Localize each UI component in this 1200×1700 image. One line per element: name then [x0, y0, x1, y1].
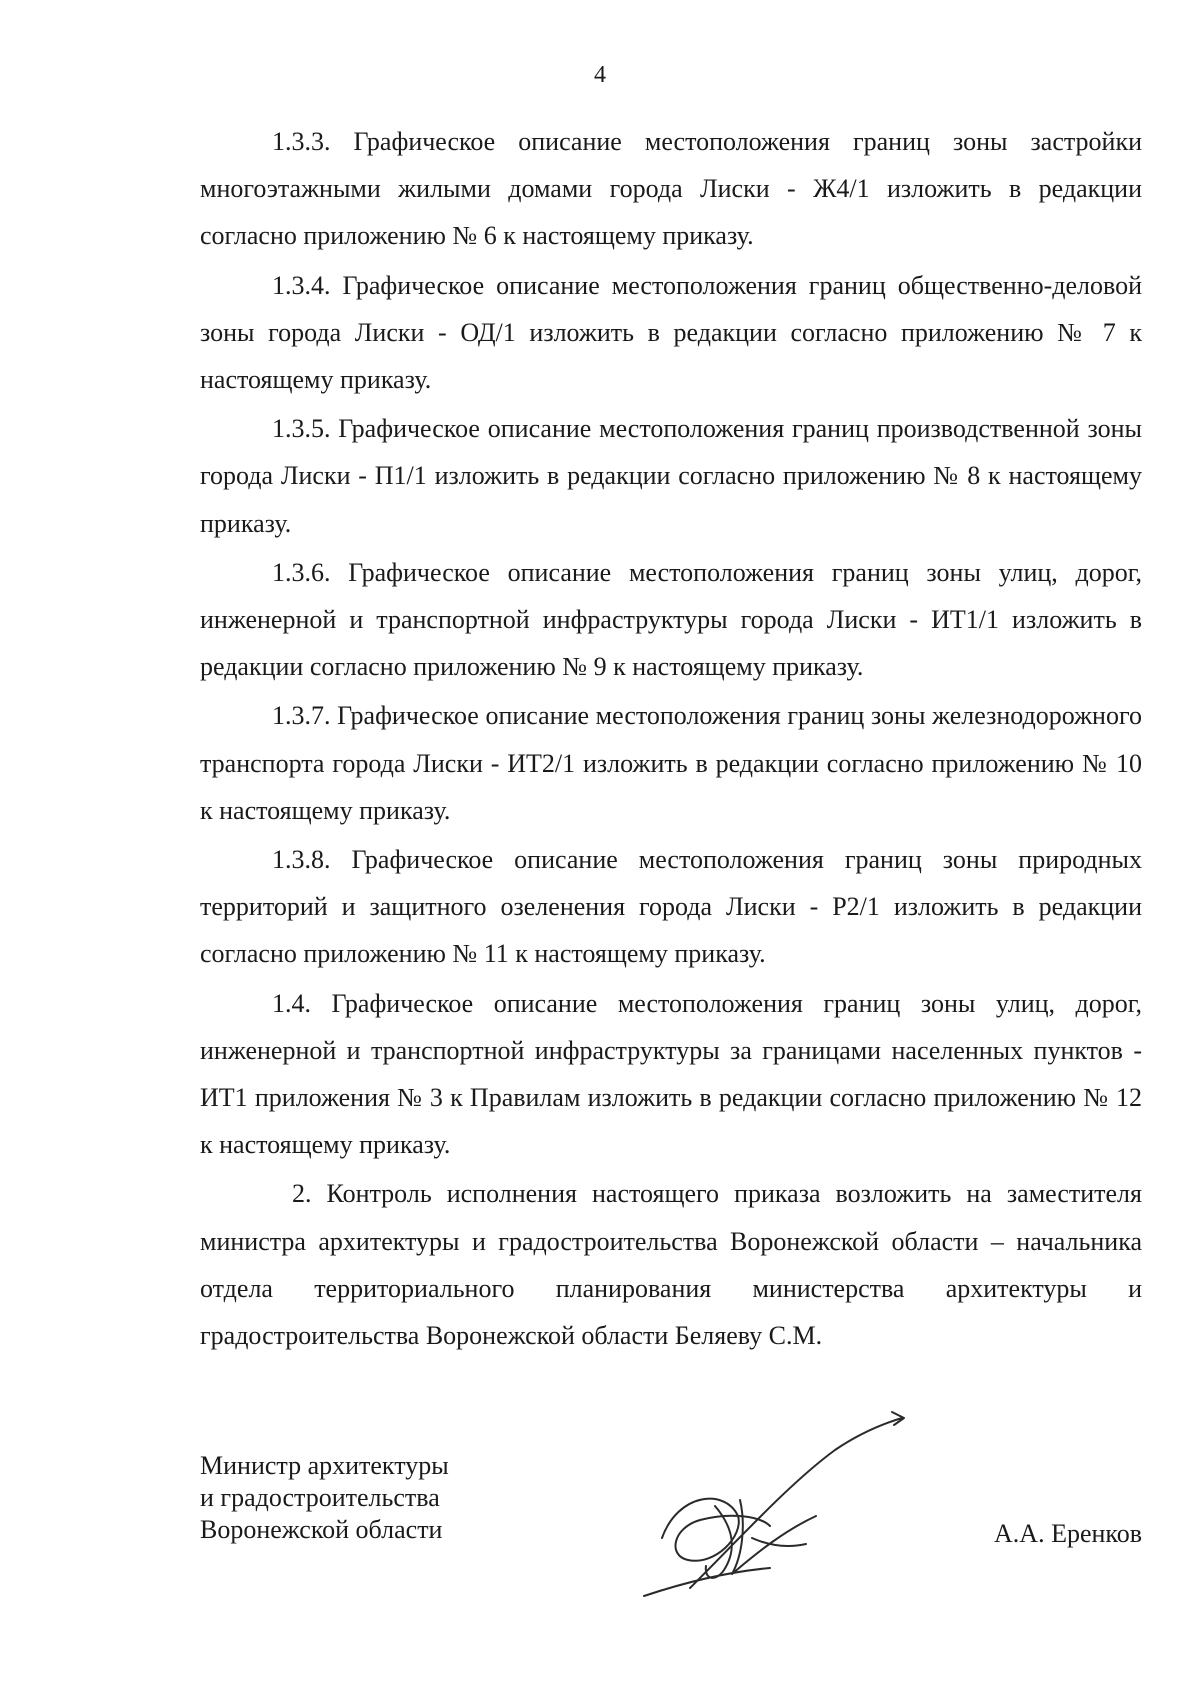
paragraph-2: 2. Контроль исполнения настоящего приказа возложить на заместителя министра архитектуры и градостроительства Воронежской области – начальника отдела территориального планирования министерства архитектуры и градостроительства Воронежской области Беляеву С.М.: [200, 1179, 1142, 1351]
signatory-title-line: Воронежской области: [200, 1515, 443, 1544]
paragraph-1-3-6: 1.3.6. Графическое описание местоположения границ зоны улиц, дорог, инженерной и транспортной инфраструктуры города Лиски - ИТ1/1 изложить в редакции согласно приложению № 9 к настоящему приказу.: [200, 557, 1142, 682]
paragraph-1-3-3: 1.3.3. Графическое описание местоположения границ зоны застройки многоэтажными жилыми домами города Лиски - Ж4/1 изложить в редакции согласно приложению № 6 к настоящему приказу.: [200, 127, 1142, 251]
signatory-title-line: и градостроительства: [200, 1483, 440, 1512]
paragraph-1-3-4: 1.3.4. Графическое описание местоположения границ общественно-деловой зоны города Лиски - ОД/1 изложить в редакции согласно приложению № 7 к настоящему приказу.: [200, 270, 1142, 395]
paragraph-1-3-7: 1.3.7. Графическое описание местоположения границ зоны железнодорожного транспорта города Лиски - ИТ2/1 изложить в редакции согласно приложению № 10 к настоящему приказу.: [200, 701, 1142, 825]
signature-block: [200, 1450, 1142, 1650]
page-number: 4: [594, 62, 606, 88]
signatory-name: А.А. Еренков: [994, 1519, 1142, 1548]
signatory-title: [200, 1450, 449, 1546]
handwritten-signature: [620, 1388, 960, 1618]
paragraph-1-3-5: 1.3.5. Графическое описание местоположения границ производственной зоны города Лиски - П1/1 изложить в редакции согласно приложению № 8 к настоящему приказу.: [200, 414, 1142, 538]
paragraph-1-3-8: 1.3.8. Графическое описание местоположения границ зоны природных территорий и защитного озеленения города Лиски - Р2/1 изложить в редакции согласно приложению № 11 к настоящему приказу.: [200, 845, 1142, 969]
paragraph-1-4: 1.4. Графическое описание местоположения границ зоны улиц, дорог, инженерной и транспортной инфраструктуры за границами населенных пунктов - ИТ1 приложения № 3 к Правилам изложить в редакции согласно приложению № 12 к настоящему приказу.: [200, 988, 1142, 1160]
signatory-title-line: Министр архитектуры: [200, 1451, 449, 1480]
document-body: [200, 118, 1142, 1361]
